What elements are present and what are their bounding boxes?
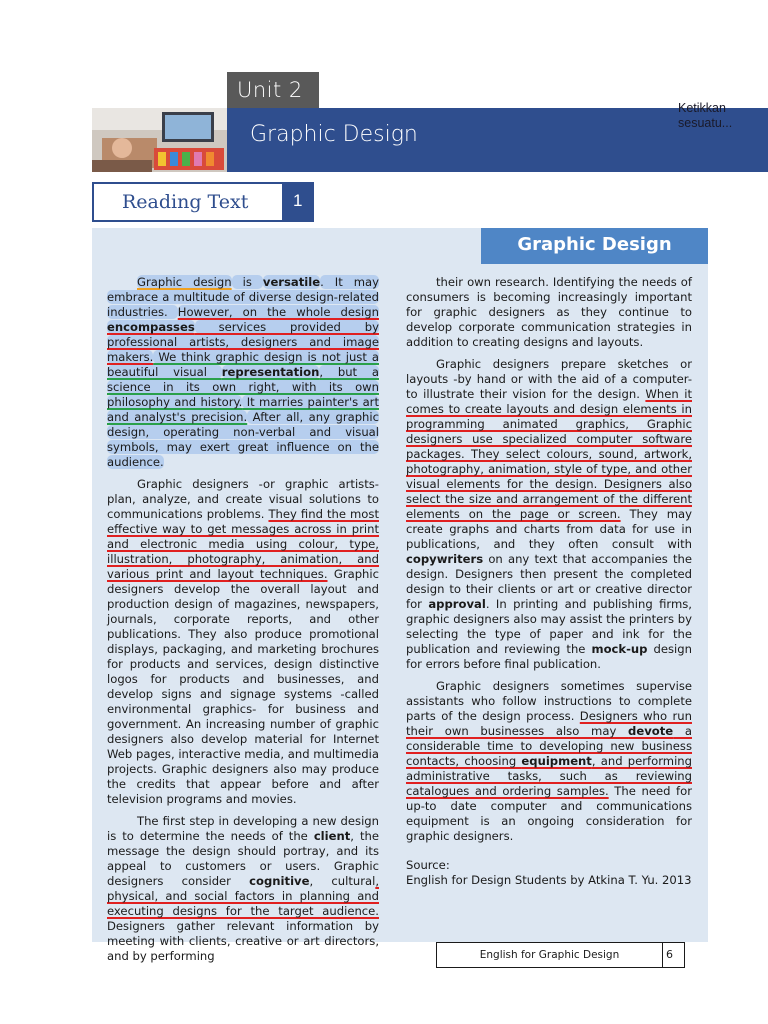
text-run: Designers who run their own businesses also may: [406, 709, 692, 738]
text-run: Graphic design: [137, 275, 232, 289]
text-run: , physical, and social factors in planning and executing designs for the target audience.: [107, 874, 379, 918]
footer-label: English for Graphic Design: [436, 942, 663, 968]
section-label: Reading Text: [92, 182, 284, 222]
right-column-body: [406, 275, 692, 844]
text-run: . In printing and publishing firms, graphic designers also may assist the printers by selecting the type of paper and ink for the publication and reviewing the: [406, 597, 692, 656]
text-run: on any text that accompanies the design. Designers then present the completed design to their clients or art or creative director for: [406, 552, 692, 611]
text-run: , the message the design should portray, and its appeal to customers or users. Graphic designers consider: [107, 829, 379, 888]
right-paragraph: [406, 357, 692, 672]
unit-label: Unit 2: [227, 72, 319, 108]
placeholder-note[interactable]: Ketikkan sesuatu...: [678, 101, 733, 130]
text-run: They may create graphs and charts from data for use in publications, and they often consult with: [406, 507, 692, 551]
text-run: When it comes to create layouts and design elements in programming animated graphics, Graphic designers use specialized computer software packages. They select colours, sound, artwork, photography, animation, style of type, and other visual elements for the design. Designers also select the size and arrangement of the different elements on the page or screen.: [406, 387, 692, 521]
text-run: approval: [428, 597, 486, 611]
left-paragraph: [107, 477, 379, 807]
text-run: representation: [221, 365, 320, 379]
text-run: their own research. Identifying the needs of consumers is becoming increasingly important for graphic designers as they continue to develop corporate communication strategies in addition to creating designs and layouts.: [406, 275, 692, 349]
text-run: cognitive: [249, 874, 310, 888]
text-run: , but a science in its own right, with its own philosophy and history.: [107, 365, 379, 409]
text-run: After all, any graphic design, operating non-verbal and visual symbols, may exert great influence on the audience.: [107, 410, 379, 469]
text-run: design for errors before final publication.: [406, 642, 692, 671]
text-run: devote: [628, 724, 674, 738]
source-block: [406, 858, 692, 888]
left-paragraph: [107, 275, 379, 470]
text-run: Graphic designers -or graphic artists- plan, analyze, and create visual solutions to communications problems.: [107, 477, 379, 521]
left-paragraph: [107, 814, 379, 964]
text-run: a considerable time to developing new business contacts, choosing: [406, 724, 692, 768]
text-run: They find the most effective way to get messages across in print and electronic media using colour, type, illustration, photography, animation, and various print and layout techniques.: [107, 507, 379, 581]
text-run: Graphic designers prepare sketches or layouts -by hand or with the aid of a computer- to illustrate their vision for the design.: [406, 357, 692, 401]
left-column: [107, 275, 379, 971]
text-run: , and performing administrative tasks, such as reviewing catalogues and ordering samples.: [406, 754, 692, 798]
text-run: Graphic designers sometimes supervise assistants who follow instructions to complete parts of the design process.: [406, 679, 692, 723]
source-label: Source:: [406, 858, 450, 872]
text-run: Designers gather relevant information by meeting with clients, creative or art directors, and by performing: [107, 919, 379, 963]
unit-title: Graphic Design: [250, 122, 418, 147]
article-title: Graphic Design: [481, 228, 708, 264]
source-text: English for Design Students by Atkina T. Yu. 2013: [406, 873, 692, 887]
section-number: 1: [284, 182, 314, 222]
text-run: client: [313, 829, 351, 843]
right-paragraph: [406, 275, 692, 350]
text-run: mock-up: [591, 642, 648, 656]
right-paragraph: [406, 679, 692, 844]
page-number: 6: [663, 942, 685, 968]
text-run: However, on the whole design: [177, 305, 379, 319]
header-photo: [92, 108, 227, 172]
text-run: We think graphic design is not just a beautiful visual: [107, 350, 379, 379]
text-run: The need for up-to date computer and communications equipment is an ongoing consideration for graphic designers.: [406, 784, 692, 843]
text-run: It marries painter's art and analyst's precision.: [107, 395, 379, 424]
text-run: The first step in developing a new design is to determine the needs of the: [107, 814, 379, 843]
text-run: copywriters: [406, 552, 484, 566]
text-run: , cultural: [309, 874, 376, 888]
text-run: services provided by professional artists, designers and image makers.: [107, 320, 379, 364]
text-run: . It may embrace a multitude of diverse design-related industries.: [107, 275, 380, 319]
text-run: encompasses: [107, 320, 195, 334]
text-run: equipment: [521, 754, 592, 768]
text-run: is: [231, 275, 263, 289]
designer-desk-image: [92, 108, 227, 172]
text-run: versatile: [262, 275, 321, 289]
right-column: [406, 275, 692, 895]
text-run: Graphic designers develop the overall layout and production design of magazines, newspapers, journals, corporate reports, and other publications. They also produce promotional displays, packaging, and marketing brochures for products and services, design distinctive logos for products and businesses, and develop signs and signage systems -called environmental graphics- for business and government. An increasing number of graphic designers also develop material for Internet Web pages, interactive media, and multimedia projects. Graphic designers also may produce the credits that appear before and after television programs and movies.: [107, 567, 379, 806]
